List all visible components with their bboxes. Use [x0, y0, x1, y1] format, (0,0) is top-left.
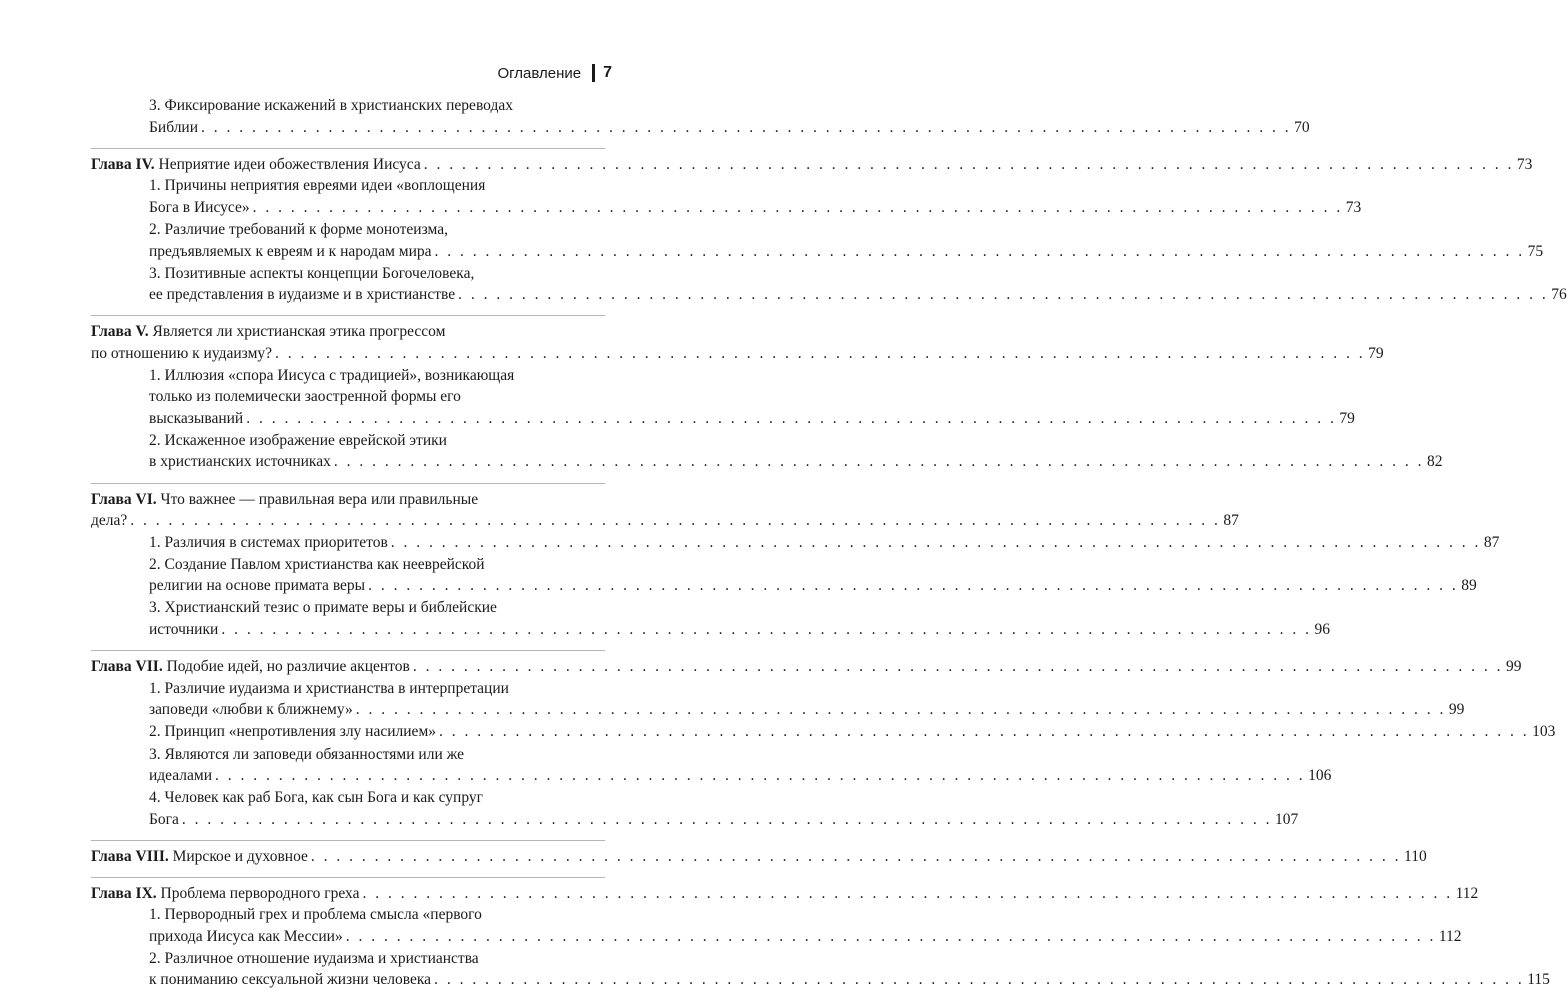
toc-line-text: религии на основе примата веры: [149, 577, 366, 595]
toc-line-text: Подобие идей, но различие акцентов: [166, 658, 410, 676]
toc-text: [149, 950, 479, 967]
toc-text: [149, 432, 447, 449]
toc-line: [91, 678, 605, 700]
toc-line: [91, 284, 1567, 306]
toc-line-text: 1. Различия в системах приоритетов: [149, 533, 388, 551]
page-ref: 87: [1223, 512, 1239, 530]
toc-line: [91, 883, 1479, 905]
chapter-label: Глава IX.: [91, 884, 157, 902]
toc-line: [91, 451, 1443, 473]
toc-line: [91, 263, 605, 285]
header-separator: [592, 64, 595, 82]
toc-line-text: по отношению к иудаизму?: [91, 344, 273, 362]
toc-text: [149, 926, 343, 948]
toc-line-text: 3. Являются ли заповеди обязанностями или же: [149, 745, 464, 763]
table-of-contents: [91, 95, 1567, 1000]
section-entry[interactable]: [91, 175, 1362, 218]
toc-line: [91, 597, 605, 619]
toc-text: [91, 883, 359, 905]
toc-line-text: 2. Различие требований к форме монотеизма,: [149, 220, 448, 238]
dot-leader: . . . . . . . . . . . . . . . . . . . . . . . . . . . . . . . . . . . . . . . . . . . . . . . . . . . . . . . . . . . . . . . . . . . . . . . . . . . . . . . . . . . . . .: [345, 927, 1436, 945]
toc-line-text: 3. Фиксирование искажений в христианских переводах: [149, 97, 513, 114]
toc-text: [149, 241, 432, 263]
page-number: 7: [603, 64, 612, 81]
toc-line-text: ее представления в иудаизме и в христианстве: [149, 286, 456, 304]
toc-line-text: предъявляемых к евреям и к народам мира: [149, 242, 432, 260]
toc-text: [149, 556, 485, 573]
toc-text: [149, 388, 461, 405]
toc-line-text: дела?: [91, 512, 128, 530]
toc-text: [149, 451, 331, 473]
chapter-label: Глава IV.: [91, 155, 155, 173]
chapter-label: Глава VII.: [91, 658, 163, 676]
page-ref: 82: [1426, 453, 1443, 471]
toc-line: [91, 619, 1330, 641]
toc-line-text: заповеди «любви к ближнему»: [149, 701, 353, 719]
toc-text: [91, 343, 272, 365]
dot-leader: . . . . . . . . . . . . . . . . . . . . . . . . . . . . . . . . . . . . . . . . . . . . . . . . . . . . . . . . . . . . . . . . . . . . . . . . . . . . . . . . . . . . . .: [246, 409, 1337, 427]
toc-line: [91, 721, 1556, 743]
section-entry[interactable]: [91, 365, 1355, 430]
page-ref: 112: [1438, 927, 1462, 945]
section-entry[interactable]: [91, 904, 1462, 947]
toc-line-text: 2. Различное отношение иудаизма и христианства: [149, 949, 479, 967]
toc-text: [149, 408, 243, 430]
toc-line-text: только из полемически заостренной формы его: [149, 388, 461, 406]
section-entry[interactable]: [91, 532, 1500, 554]
toc-text: [149, 680, 509, 697]
page-ref: 70: [1294, 118, 1310, 136]
toc-line-text: Проблема первородного греха: [160, 884, 360, 902]
toc-line: [91, 321, 605, 343]
toc-text: [149, 117, 198, 139]
toc-line-text: 1. Различие иудаизма и христианства в интерпретации: [149, 679, 509, 697]
toc-line: [91, 241, 1544, 263]
page-ref: 115: [1527, 971, 1550, 989]
page-ref: 89: [1461, 577, 1477, 595]
toc-text: [149, 575, 365, 597]
toc-line-text: 2. Создание Павлом христианства как нееврейской: [149, 555, 485, 573]
toc-line: [91, 154, 1533, 176]
page-ref: 99: [1448, 701, 1465, 719]
toc-line-text: источники: [149, 621, 219, 639]
toc-line-text: Что важнее — правильная вера или правильные: [160, 490, 479, 508]
section-entry[interactable]: [91, 430, 1443, 473]
page-ref: 96: [1314, 621, 1330, 639]
toc-line: [91, 948, 605, 970]
dot-leader: . . . . . . . . . . . . . . . . . . . . . . . . . . . . . . . . . . . . . . . . . . . . . . . . . . . . . . . . . . . . . . . . . . . . . . . . . . . . . . . . . . . . . .: [130, 512, 1221, 530]
dot-leader: . . . . . . . . . . . . . . . . . . . . . . . . . . . . . . . . . . . . . . . . . . . . . . . . . . . . . . . . . . . . . . . . . . . . . . . . . . . . . . . . . . . . . .: [333, 453, 1424, 471]
page-ref: 87: [1483, 533, 1500, 551]
toc-line: [91, 969, 1550, 991]
chapter-group: [91, 148, 1567, 316]
toc-text: [149, 619, 218, 641]
chapter-label: Глава V.: [91, 323, 149, 341]
toc-text: [149, 599, 497, 616]
section-entry[interactable]: [91, 744, 1332, 787]
toc-line: [91, 765, 1332, 787]
toc-line-text: 1. Иллюзия «спора Иисуса с традицией», возникающая: [149, 366, 515, 384]
toc-text: [91, 656, 410, 678]
toc-text: [91, 510, 127, 532]
page-ref: 107: [1275, 810, 1299, 828]
chapter-group: [91, 95, 1310, 148]
dot-leader: . . . . . . . . . . . . . . . . . . . . . . . . . . . . . . . . . . . . . . . . . . . . . . . . . . . . . . . . . . . . . . . . . . . . . . . . . . . . . . . . . . . . . .: [423, 155, 1514, 173]
toc-text: [149, 265, 474, 282]
toc-line-text: идеалами: [149, 767, 212, 785]
chapter-entry[interactable]: [91, 883, 1479, 905]
dot-leader: . . . . . . . . . . . . . . . . . . . . . . . . . . . . . . . . . . . . . . . . . . . . . . . . . . . . . . . . . . . . . . . . . . . . . . . . . . . . . . . . . . . . . .: [362, 884, 1453, 902]
toc-line: [91, 117, 1310, 139]
toc-line: [91, 386, 605, 408]
dot-leader: . . . . . . . . . . . . . . . . . . . . . . . . . . . . . . . . . . . . . . . . . . . . . . . . . . . . . . . . . . . . . . . . . . . . . . . . . . . . . . . . . . . . . .: [368, 577, 1459, 595]
chapter-group: [91, 840, 1427, 877]
page-ref: 79: [1368, 344, 1384, 362]
toc-line: [91, 846, 1427, 868]
dot-leader: . . . . . . . . . . . . . . . . . . . . . . . . . . . . . . . . . . . . . . . . . . . . . . . . . . . . . . . . . . . . . . . . . . . . . . . . . . . . . . . . . . . . . .: [214, 767, 1306, 785]
toc-line-text: 1. Причины неприятия евреями идеи «воплощения: [149, 177, 486, 195]
toc-text: [149, 97, 513, 114]
toc-line-text: Библии: [149, 118, 199, 136]
toc-line: [91, 809, 1299, 831]
toc-text: [149, 969, 431, 991]
toc-line-text: в христианских источниках: [149, 453, 331, 471]
page-ref: 99: [1505, 658, 1522, 676]
section-entry[interactable]: [91, 948, 1550, 991]
section-entry[interactable]: [91, 721, 1556, 743]
section-entry[interactable]: [91, 554, 1477, 597]
toc-text: [149, 721, 436, 743]
toc-text: [91, 846, 308, 868]
dot-leader: . . . . . . . . . . . . . . . . . . . . . . . . . . . . . . . . . . . . . . . . . . . . . . . . . . . . . . . . . . . . . . . . . . . . . . . . . . . . . . . . . . . . . .: [439, 723, 1530, 741]
toc-line-text: высказываний: [149, 409, 244, 427]
toc-text: [91, 491, 478, 508]
toc-line-text: 3. Позитивные аспекты концепции Богочеловека,: [149, 264, 475, 282]
page-ref: 75: [1527, 242, 1544, 260]
toc-line: [91, 408, 1355, 430]
toc-line: [91, 95, 605, 117]
chapter-entry[interactable]: [91, 489, 1239, 532]
page-ref: 73: [1516, 155, 1533, 173]
toc-line: [91, 430, 605, 452]
section-entry[interactable]: [91, 597, 1330, 640]
page-ref: 79: [1339, 409, 1355, 427]
chapter-entry[interactable]: [91, 656, 1522, 678]
toc-text: [149, 789, 483, 806]
section-title: Оглавление: [497, 64, 582, 82]
section-entry[interactable]: [91, 787, 1299, 830]
toc-text: [149, 746, 464, 763]
dot-leader: . . . . . . . . . . . . . . . . . . . . . . . . . . . . . . . . . . . . . . . . . . . . . . . . . . . . . . . . . . . . . . . . . . . . . . . . . . . . . . . . . . . . . .: [310, 847, 1402, 865]
dot-leader: . . . . . . . . . . . . . . . . . . . . . . . . . . . . . . . . . . . . . . . . . . . . . . . . . . . . . . . . . . . . . . . . . . . . . . . . . . . . . . . . . . . . . .: [355, 701, 1446, 719]
page-ref: 106: [1308, 767, 1332, 785]
dot-leader: . . . . . . . . . . . . . . . . . . . . . . . . . . . . . . . . . . . . . . . . . . . . . . . . . . . . . . . . . . . . . . . . . . . . . . . . . . . . . . . . . . . . . .: [181, 810, 1273, 828]
toc-line-text: 2. Искаженное изображение еврейской этики: [149, 431, 447, 449]
toc-line: [91, 197, 1362, 219]
chapter-entry[interactable]: [91, 846, 1427, 868]
toc-text: [149, 765, 212, 787]
toc-text: [149, 367, 514, 384]
toc-line: [91, 365, 605, 387]
dot-leader: . . . . . . . . . . . . . . . . . . . . . . . . . . . . . . . . . . . . . . . . . . . . . . . . . . . . . . . . . . . . . . . . . . . . . . . . . . . . . . . . . . . . . .: [412, 658, 1503, 676]
toc-text: [149, 532, 388, 554]
toc-line: [91, 904, 605, 926]
toc-text: [149, 177, 485, 194]
chapter-label: Глава VIII.: [91, 847, 169, 865]
toc-line: [91, 744, 605, 766]
page-ref: 103: [1532, 723, 1556, 741]
toc-line: [91, 343, 1384, 365]
section-entry[interactable]: [91, 219, 1544, 262]
toc-line-text: Мирское и духовное: [172, 847, 308, 865]
toc-line: [91, 175, 605, 197]
toc-text: [149, 906, 482, 923]
toc-line: [91, 787, 605, 809]
toc-line-text: 1. Первородный грех и проблема смысла «первого: [149, 906, 482, 924]
toc-text: [91, 323, 445, 340]
section-entry[interactable]: [91, 263, 1567, 306]
page-ref: 110: [1404, 847, 1427, 865]
page-ref: 73: [1345, 198, 1362, 216]
toc-line: [91, 554, 605, 576]
chapter-group: [91, 483, 1500, 651]
toc-text: [91, 154, 421, 176]
toc-line: [91, 219, 605, 241]
dot-leader: . . . . . . . . . . . . . . . . . . . . . . . . . . . . . . . . . . . . . . . . . . . . . . . . . . . . . . . . . . . . . . . . . . . . . . . . . . . . . . . . . . . . . .: [275, 344, 1366, 362]
toc-line: [91, 532, 1500, 554]
chapter-group: [91, 877, 1550, 1000]
dot-leader: . . . . . . . . . . . . . . . . . . . . . . . . . . . . . . . . . . . . . . . . . . . . . . . . . . . . . . . . . . . . . . . . . . . . . . . . . . . . . . . . . . . . . .: [252, 198, 1343, 216]
toc-line-text: 2. Принцип «непротивления злу насилием»: [149, 723, 436, 741]
section-entry[interactable]: [91, 678, 1465, 721]
toc-line-text: 3. Христианский тезис о примате веры и библейские: [149, 599, 497, 617]
toc-text: [149, 221, 448, 238]
chapter-entry[interactable]: [91, 321, 1384, 364]
toc-line-text: Неприятие идеи обожествления Иисуса: [158, 155, 421, 173]
toc-line: [91, 489, 605, 511]
toc-line-text: 4. Человек как раб Бога, как сын Бога и как супруг: [149, 789, 483, 807]
dot-leader: . . . . . . . . . . . . . . . . . . . . . . . . . . . . . . . . . . . . . . . . . . . . . . . . . . . . . . . . . . . . . . . . . . . . . . . . . . . . . . . . . . . . . .: [201, 118, 1292, 136]
dot-leader: . . . . . . . . . . . . . . . . . . . . . . . . . . . . . . . . . . . . . . . . . . . . . . . . . . . . . . . . . . . . . . . . . . . . . . . . . . . . . . . . . . . . . .: [390, 533, 1481, 551]
toc-line-text: Бога: [149, 810, 179, 828]
page-ref: 76: [1551, 286, 1567, 304]
toc-line: [91, 656, 1522, 678]
dot-leader: . . . . . . . . . . . . . . . . . . . . . . . . . . . . . . . . . . . . . . . . . . . . . . . . . . . . . . . . . . . . . . . . . . . . . . . . . . . . . . . . . . . . . .: [434, 242, 1525, 260]
toc-text: [149, 809, 179, 831]
chapter-entry[interactable]: [91, 154, 1533, 176]
dot-leader: . . . . . . . . . . . . . . . . . . . . . . . . . . . . . . . . . . . . . . . . . . . . . . . . . . . . . . . . . . . . . . . . . . . . . . . . . . . . . . . . . . . . . .: [221, 621, 1312, 639]
running-header: [497, 62, 612, 84]
toc-text: [149, 197, 250, 219]
toc-line-text: прихода Иисуса как Мессии»: [149, 927, 343, 945]
chapter-label: Глава VI.: [91, 490, 157, 508]
toc-line-text: Является ли христианская этика прогрессом: [152, 323, 446, 341]
toc-line: [91, 575, 1477, 597]
toc-text: [149, 284, 455, 306]
page-ref: 112: [1455, 884, 1479, 902]
toc-text: [149, 699, 353, 721]
toc-line-text: к пониманию сексуальной жизни человека: [149, 971, 432, 989]
dot-leader: . . . . . . . . . . . . . . . . . . . . . . . . . . . . . . . . . . . . . . . . . . . . . . . . . . . . . . . . . . . . . . . . . . . . . . . . . . . . . . . . . . . . . .: [458, 286, 1549, 304]
section-entry[interactable]: [91, 95, 1310, 138]
toc-line-text: Бога в Иисусе»: [149, 198, 250, 216]
toc-line: [91, 510, 1239, 532]
dot-leader: . . . . . . . . . . . . . . . . . . . . . . . . . . . . . . . . . . . . . . . . . . . . . . . . . . . . . . . . . . . . . . . . . . . . . . . . . . . . . . . . . . . . . .: [434, 971, 1525, 989]
chapter-group: [91, 650, 1556, 840]
toc-line: [91, 926, 1462, 948]
chapter-group: [91, 315, 1443, 482]
toc-line: [91, 699, 1465, 721]
